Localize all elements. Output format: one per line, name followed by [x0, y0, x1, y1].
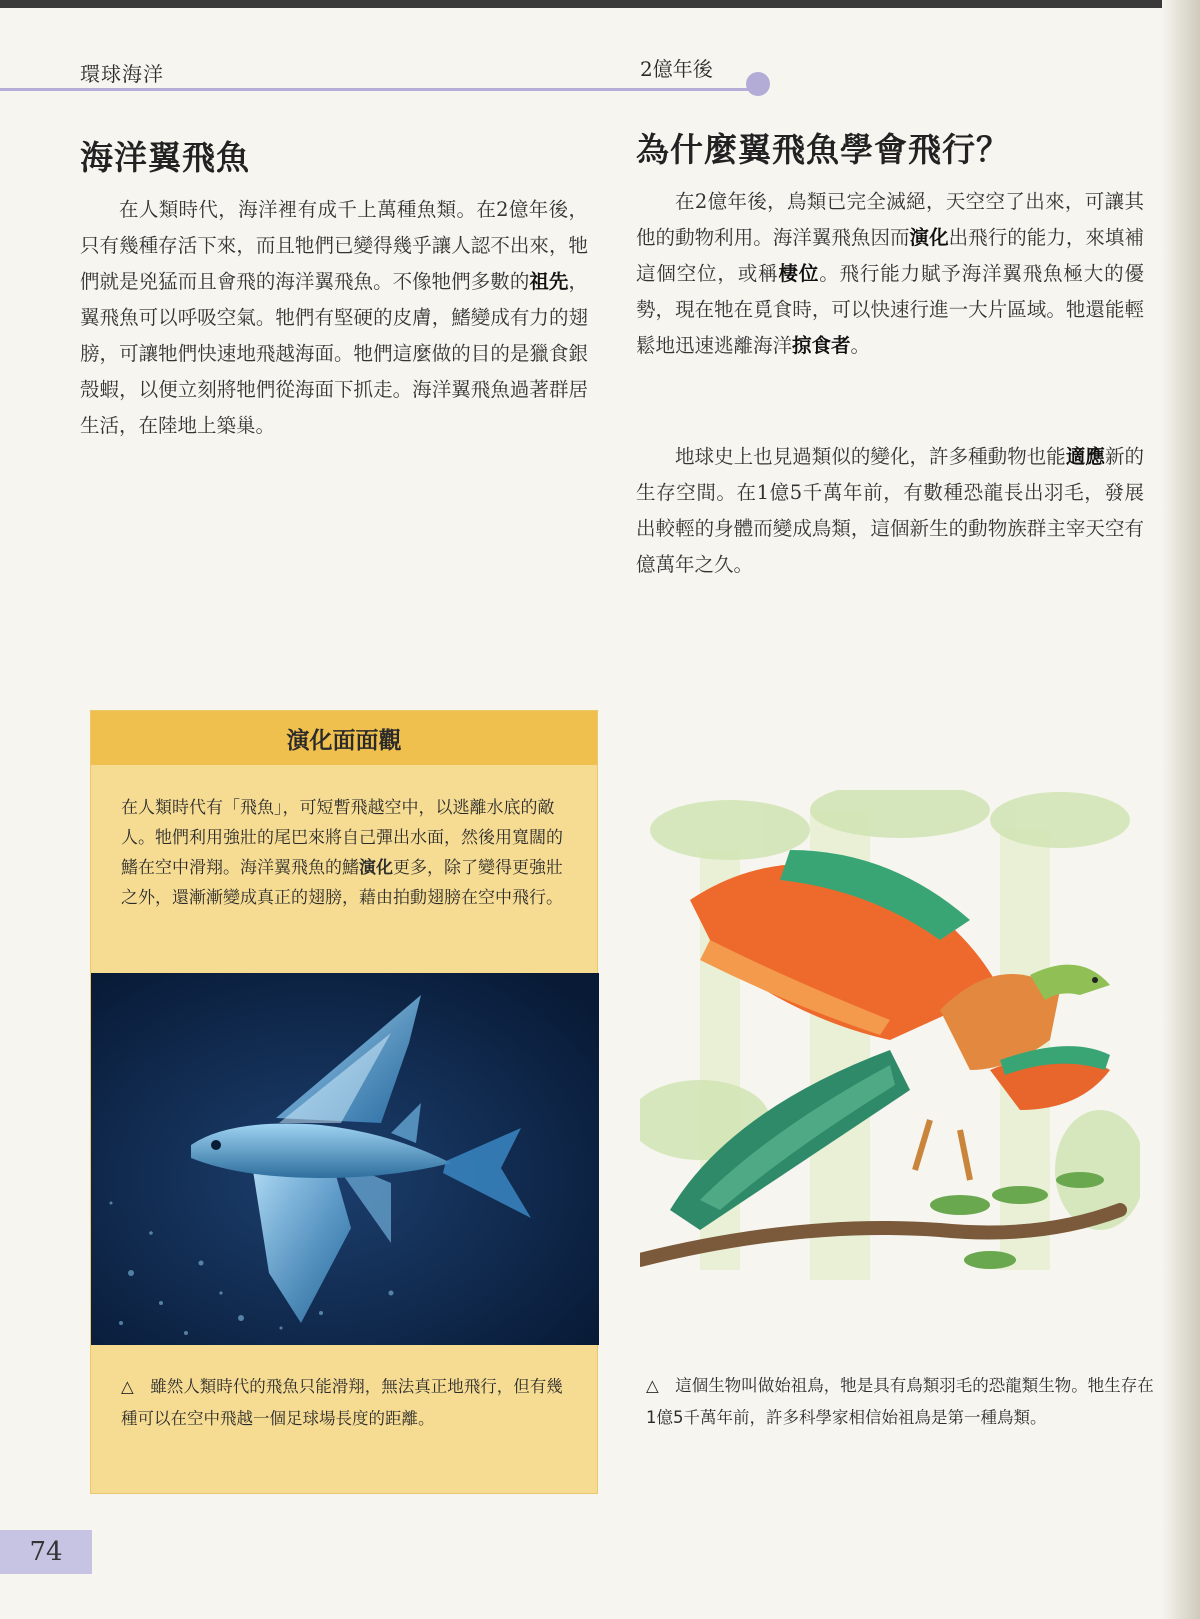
- left-article-title: 海洋翼飛魚: [80, 138, 250, 177]
- sidebar-box-heading: 演化面面觀: [91, 711, 597, 765]
- right-article-title: 為什麼翼飛魚學會飛行？: [636, 130, 1010, 169]
- page-gutter-shadow: [1162, 0, 1200, 1619]
- right-paragraph-1: [636, 184, 1144, 364]
- text-run: 在2億年後，鳥類已完全滅絕，天空空了出來，可讓其他的動物利用。海洋翼飛魚因而: [636, 190, 1144, 249]
- text-run: 。: [850, 334, 871, 357]
- header-rule: [0, 88, 760, 91]
- flying-fish-photo: [91, 973, 599, 1345]
- archaeopteryx-drawing: [640, 790, 1140, 1350]
- left-article-body: [80, 192, 588, 444]
- right-paragraph-2: [636, 439, 1144, 583]
- sidebar-box: [90, 710, 598, 1494]
- text-run: 更多，除了變得更強壯之外，還漸漸變成真正的翅膀，藉由拍動翅膀在空中飛行。: [121, 858, 563, 908]
- bold-term: 棲位: [778, 262, 820, 285]
- running-header-left: 環球海洋: [80, 62, 164, 86]
- top-edge-band: [0, 0, 1200, 8]
- page-number: 74: [0, 1530, 92, 1574]
- running-header-right: 2億年後: [640, 57, 713, 81]
- text-run: 在人類時代，海洋裡有成千上萬種魚類。在2億年後，只有幾種存活下來，而且牠們已變得幾乎讓人認不出來，牠們就是兇猛而且會飛的海洋翼飛魚。不像牠們多數的: [80, 198, 588, 293]
- right-article-body-2: [636, 439, 1144, 583]
- left-paragraph: [80, 192, 588, 444]
- bold-term: 掠食者: [792, 334, 851, 357]
- flying-fish-illustration: [91, 973, 599, 1345]
- bold-term: 適應: [1065, 445, 1105, 468]
- bold-term: 祖先: [529, 270, 569, 293]
- fish-photo-caption: △ 雖然人類時代的飛魚只能滑翔，無法真正地飛行，但有幾種可以在空中飛越一個足球場長度的距離。: [121, 1377, 563, 1428]
- right-article-body-1: [636, 184, 1144, 364]
- text-run: 。飛行能力賦予海洋翼飛魚極大的優勢，現在牠在覓食時，可以快速行進一大片區域。牠還能輕鬆地迅速逃離海洋: [636, 262, 1144, 357]
- bold-term: 演化: [909, 226, 949, 249]
- bold-term: 演化: [359, 858, 393, 878]
- text-run: 地球史上也見過類似的變化，許多種動物也能: [675, 445, 1066, 468]
- text-run: 出飛行的能力，來填補這個空位，或稱: [636, 226, 1144, 285]
- archaeopteryx-caption: △ 這個生物叫做始祖鳥，牠是具有鳥類羽毛的恐龍類生物。牠生存在1億5千萬年前，許多科學家相信始祖鳥是第一種鳥類。: [646, 1376, 1154, 1427]
- text-run: 在人類時代有「飛魚」，可短暫飛越空中，以逃離水底的敵人。牠們利用強壯的尾巴來將自己彈出水面，然後用寬闊的鰭在空中滑翔。海洋翼飛魚的鰭: [121, 798, 563, 878]
- archaeopteryx-illustration: [640, 790, 1140, 1350]
- sidebar-box-text: [91, 765, 597, 913]
- header-dot: [746, 72, 770, 96]
- text-run: ，翼飛魚可以呼吸空氣。牠們有堅硬的皮膚，鰭變成有力的翅膀，可讓牠們快速地飛越海面。牠們這麼做的目的是獵食銀殼蝦，以便立刻將牠們從海面下抓走。海洋翼飛魚過著群居生活，在陸地上築巢。: [80, 270, 588, 437]
- text-run: 新的生存空間。在1億5千萬年前，有數種恐龍長出羽毛，發展出較輕的身體而變成鳥類，這個新生的動物族群主宰天空有億萬年之久。: [636, 445, 1144, 576]
